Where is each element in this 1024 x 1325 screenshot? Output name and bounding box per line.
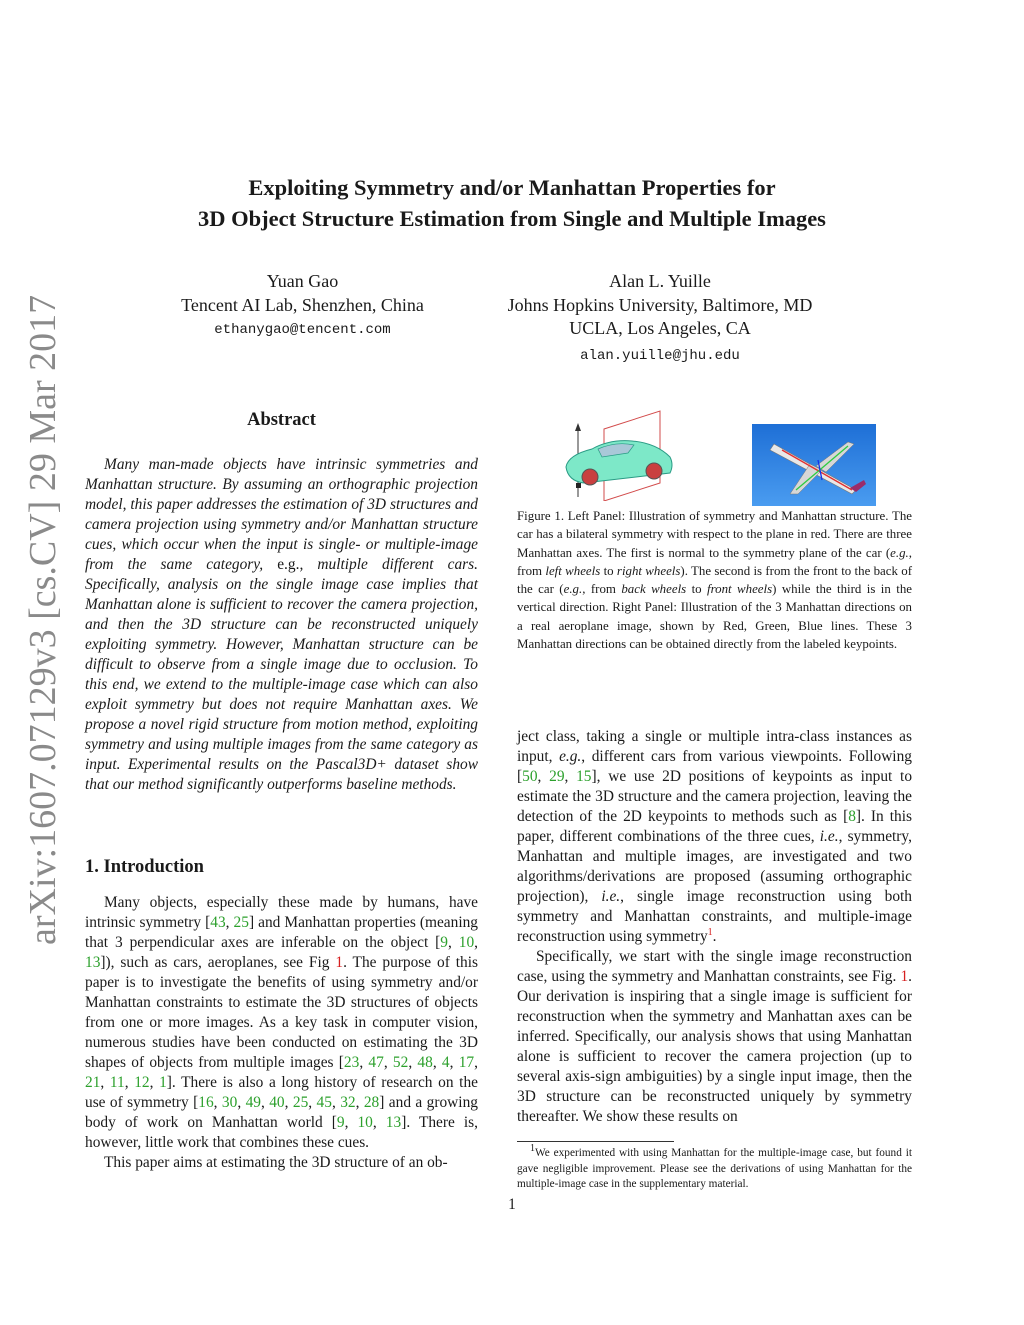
axis-arrow-icon (575, 423, 581, 431)
citation-link[interactable]: 12 (134, 1074, 150, 1091)
citation-link[interactable]: 25 (292, 1094, 309, 1111)
body-paragraph: Specifically, we start with the single image reconstruction case, using the symmetry and Manhattan constraints, see Fig. 1. Our derivation is inspiring that a single image is sufficient for reconstruction when the symmetry and Manhattan axes can be inferred. Specifically, our analysis shows that using Manhattan alone is sufficient to recover the camera projection (up to several axis-sign ambiguities) by a single input image, then the 3D structure can be reconstructed uniquely by symmetry thereafter. We show these results on (517, 948, 912, 1125)
right-column-body (517, 727, 912, 1127)
body-paragraph: ject class, taking a single or multiple intra-class instances as input, e.g., different cars from various viewpoints. Following [50, 29, 15], we use 2D positions of keypoints as input to estimate the 3D structure and the camera projection, leaving the detection of the 2D keypoints to methods such as [8]. In this paper, different combinations of the three cues, i.e., symmetry, Manhattan and multiple images, are investigated and two algorithms/derivations are proposed (assuming orthographic projection), i.e., single image reconstruction using both symmetry and Manhattan constraints, and multiple-image reconstruction using symmetry$^1$. (517, 728, 913, 945)
paper-title (0, 172, 1024, 234)
abstract-heading: Abstract (247, 410, 316, 430)
author-name: Alan L. Yuille (609, 271, 711, 291)
citation-link[interactable]: 10 (357, 1114, 373, 1131)
intro-paragraph-2: This paper aims at estimating the 3D structure of an ob- (104, 1154, 448, 1171)
abstract-text: , multiple different cars. Specifically, analysis on the single image case implies that Manhattan alone is sufficient to recover the camera projection, and then the 3D structure can be reconstructed uniquely exploiting symmetry. However, Manhattan structure can be difficult to observe from a single image due to occlusion. To this end, we extend to the multiple-image case which can also exploit symmetry but does not require Manhattan axes. We propose a novel rigid structure from motion method, exploiting symmetry and using multiple images from the same category as input. Experimental results on the Pascal3D+ dataset show that our method significantly outperforms baseline methods. (85, 556, 478, 793)
citation-group: 16, 30, 49, 40, 25, 45, 32, 28 (198, 1094, 380, 1111)
citation-link[interactable]: 45 (316, 1094, 332, 1111)
citation-link[interactable]: 43 (210, 914, 226, 931)
citation-group: 23, 47, 52, 48, 4, 17, 21, 11, 12, 1 (85, 1054, 478, 1091)
citation-link[interactable]: 13 (85, 954, 101, 971)
author-affiliation: Johns Hopkins University, Baltimore, MD (507, 294, 813, 315)
citation-link[interactable]: 8 (848, 808, 856, 825)
title-line-1: Exploiting Symmetry and/or Manhattan Properties for (248, 175, 776, 200)
citation-link[interactable]: 49 (245, 1094, 261, 1111)
page-number: 1 (508, 1196, 516, 1213)
figure-aeroplane-photo (752, 424, 876, 506)
citation-link[interactable]: 16 (198, 1094, 214, 1111)
figure-1-caption: Figure 1. Left Panel: Illustration of symmetry and Manhattan structure. The car has a bilateral symmetry with respect to the plane in red. There are three Manhattan axes. The first is normal to the symmetry plane of the car (e.g., from left wheels to right wheels). The second is from the front to the back of the car (e.g., from back wheels to front wheels) while the third is in the vertical direction. Right Panel: Illustration of the 3 Manhattan directions on a real aeroplane image, shown by Red, Green, Blue lines. These 3 Manhattan directions can be obtained directly from the labeled keypoints. (517, 509, 912, 652)
citation-link[interactable]: 25 (233, 914, 249, 931)
sky-background (752, 424, 876, 506)
figure-car-illustration (558, 405, 692, 501)
author-affiliation: UCLA, Los Angeles, CA (569, 318, 751, 338)
citation-link[interactable]: 32 (340, 1094, 356, 1111)
author-affiliation: Tencent AI Lab, Shenzhen, China (181, 294, 424, 315)
car-wheel (582, 469, 598, 485)
abstract-body (85, 455, 478, 795)
citation-link[interactable]: 48 (417, 1054, 433, 1071)
citation-link[interactable]: 28 (363, 1094, 380, 1111)
author-block-2 (480, 270, 840, 368)
footnote-number: 1 (530, 1143, 535, 1155)
citation-link[interactable]: 40 (269, 1094, 285, 1111)
citation-link[interactable]: 30 (221, 1094, 238, 1111)
citation-link[interactable]: 1 (159, 1074, 167, 1091)
footnote (517, 1143, 912, 1193)
axis-marker (576, 483, 581, 488)
footnote-marker[interactable]: 1 (707, 926, 713, 938)
citation-link[interactable]: 15 (576, 768, 592, 785)
intro-body (85, 893, 478, 1173)
author-email[interactable]: ethanygao@tencent.com (214, 322, 391, 338)
citation-link[interactable]: 4 (441, 1054, 450, 1071)
intro-heading: 1. Introduction (85, 857, 204, 877)
citation-link[interactable]: 50 (522, 768, 538, 785)
footnote-rule (517, 1141, 674, 1142)
figure-ref-link[interactable]: 1 (335, 954, 344, 971)
citation-link[interactable]: 29 (549, 768, 565, 785)
intro-paragraph-1: Many objects, especially these made by humans, have intrinsic symmetry [43, 25] and Manhattan properties (meaning that 3 perpendicular axes are inferable on the object [9, 10, 13]), such as cars, aeroplanes, see Fig 1. The purpose of this paper is to investigate the benefits of using symmetry and/or Manhattan constraints to estimate the 3D structures of objects from one or more images. As a key task in computer vision, numerous studies have been conducted on estimating the 3D shapes of objects from multiple images [23, 47, 52, 48, 4, 17, 21, 11, 12, 1]. There is also a long history of research on the use of symmetry [16, 30, 49, 40, 25, 45, 32, 28] and a growing body of work on Manhattan world [9, 10, 13]. There is, however, little work that combines these cues. (85, 894, 479, 1151)
car-wheel (646, 463, 662, 479)
author-name: Yuan Gao (266, 271, 339, 291)
author-email[interactable]: alan.yuille@jhu.edu (580, 347, 740, 364)
citation-link[interactable]: 9 (336, 1114, 345, 1131)
citation-link[interactable]: 13 (385, 1114, 402, 1131)
citation-link[interactable]: 23 (343, 1054, 360, 1071)
author-block-1 (150, 270, 455, 343)
abstract-text: Many man-made objects have intrinsic symmetries and Manhattan structure. By assuming an orthographic projection model, this paper addresses the estimation of 3D structures and camera projection using symmetry and/or Manhattan structure cues, which occur when the input is single- or multiple-image from the same category, (85, 456, 478, 573)
citation-link[interactable]: 11 (109, 1074, 125, 1091)
citation-link[interactable]: 47 (368, 1054, 384, 1071)
citation-link[interactable]: 10 (458, 934, 475, 951)
citation-link[interactable]: 9 (440, 934, 448, 951)
citation-link[interactable]: 17 (458, 1054, 475, 1071)
figure-ref-link[interactable]: 1 (900, 968, 909, 985)
footnote-text: We experimented with using Manhattan for the multiple-image case, but found it gave negligible improvement. Please see the derivations of using Manhattan for the multiple-image case in the supplementary material. (517, 1147, 912, 1191)
citation-link[interactable]: 21 (85, 1074, 101, 1091)
citation-link[interactable]: 52 (392, 1054, 409, 1071)
abstract-eg: e.g. (277, 556, 300, 573)
title-line-2: 3D Object Structure Estimation from Single and Multiple Images (198, 206, 826, 231)
arxiv-stamp: arXiv:1607.07129v3 [cs.CV] 29 Mar 2017 (22, 294, 64, 945)
